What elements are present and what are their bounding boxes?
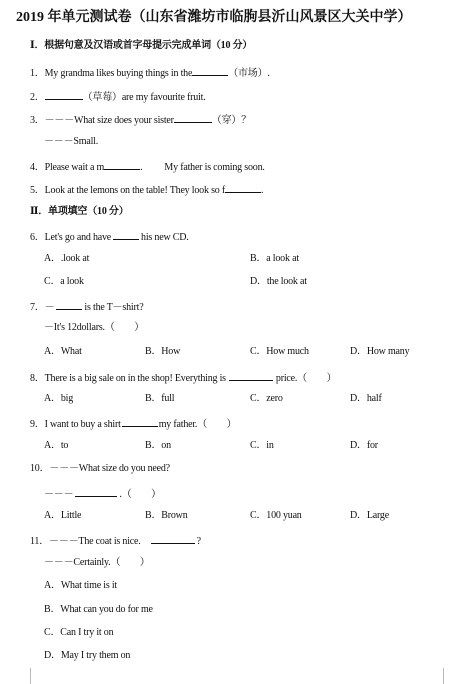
question-text: Look at the lemons on the table! They look so f	[44, 185, 225, 196]
question-number: 8．	[30, 373, 45, 384]
answer-blank[interactable]	[113, 229, 139, 240]
corner-mark-left	[14, 668, 31, 684]
option-c[interactable]: C．in	[250, 440, 274, 451]
question-text-extra: My father is coming soon.	[164, 162, 265, 173]
question-5	[30, 182, 263, 197]
question-number: 11．	[30, 536, 50, 547]
section-1-heading: Ⅰ．根据句意及汉语或首字母提示完成单词（10 分）	[30, 40, 253, 51]
option-b[interactable]: B．What can you do for me	[44, 604, 153, 615]
option-c[interactable]: C．100 yuan	[250, 510, 302, 521]
answer-blank[interactable]	[122, 416, 158, 427]
option-a[interactable]: A．to	[44, 440, 69, 451]
option-d[interactable]: D．Large	[350, 510, 389, 521]
question-text: －	[44, 302, 55, 313]
option-a[interactable]: A．.look at	[44, 253, 90, 264]
question-number: 7．	[30, 302, 45, 313]
question-11	[30, 533, 201, 548]
question-number: 2．	[30, 92, 45, 103]
question-10-reply	[44, 486, 161, 501]
option-a[interactable]: A．What	[44, 346, 82, 357]
question-hint: （穿）？	[211, 115, 251, 126]
question-text-end: his new CD.	[141, 232, 189, 243]
question-text-end: .	[140, 162, 143, 173]
question-text: My grandma likes buying things in the	[44, 68, 193, 79]
question-text-end: is the T－shirt?	[84, 302, 144, 313]
option-b[interactable]: B．How	[145, 346, 181, 357]
answer-blank[interactable]	[225, 182, 261, 193]
question-1	[30, 65, 270, 80]
answer-blank[interactable]	[151, 533, 195, 544]
question-7-reply: －It's 12dollars.（ ）	[44, 322, 145, 333]
question-2	[30, 89, 206, 104]
question-3	[30, 112, 251, 127]
option-c[interactable]: C．Can I try it on	[44, 627, 114, 638]
question-number: 1．	[30, 68, 45, 79]
answer-blank[interactable]	[75, 486, 117, 497]
question-number: 10．	[30, 463, 50, 474]
answer-blank[interactable]	[104, 159, 140, 170]
option-b[interactable]: B．on	[145, 440, 171, 451]
question-text: Let's go and have	[44, 232, 112, 243]
option-b[interactable]: B．Brown	[145, 510, 188, 521]
option-c[interactable]: C．a look	[44, 276, 84, 287]
question-11-reply: －－－Certainly.（ ）	[44, 557, 150, 568]
answer-blank[interactable]	[229, 370, 273, 381]
option-b[interactable]: B．a look at	[250, 253, 299, 264]
option-b[interactable]: B．full	[145, 393, 175, 404]
question-10	[30, 463, 170, 475]
question-text: Please wait a m	[44, 162, 105, 173]
question-number: 9．	[30, 419, 45, 430]
answer-blank[interactable]	[192, 65, 228, 76]
question-text: are my favourite fruit.	[121, 92, 206, 103]
question-text: －－－The coat is nice.	[49, 536, 141, 547]
option-d[interactable]: D．How many	[350, 346, 410, 357]
section-2-heading: Ⅱ．单项填空（10 分）	[30, 206, 129, 217]
question-text-end: ?	[196, 536, 201, 547]
question-text-end: price.（ ）	[275, 373, 337, 384]
option-d[interactable]: D．half	[350, 393, 382, 404]
answer-blank[interactable]	[45, 89, 83, 100]
option-c[interactable]: C．How much	[250, 346, 309, 357]
question-text: There is a big sale on in the shop! Everything is	[44, 373, 226, 384]
question-number: 3．	[30, 115, 45, 126]
option-a[interactable]: A．big	[44, 393, 73, 404]
option-d[interactable]: D．for	[350, 440, 378, 451]
option-d[interactable]: D．the look at	[250, 276, 307, 287]
question-text: －－－What size does your sister	[44, 115, 174, 126]
question-text: I want to buy a shirt	[44, 419, 121, 430]
answer-blank[interactable]	[174, 112, 212, 123]
question-number: 6．	[30, 232, 45, 243]
option-c[interactable]: C．zero	[250, 393, 283, 404]
corner-mark-right	[443, 668, 460, 684]
question-hint: （草莓）	[82, 92, 122, 103]
question-hint: （市场）.	[228, 68, 270, 79]
question-7	[30, 299, 143, 314]
option-a[interactable]: A．Little	[44, 510, 82, 521]
question-3-reply: －－－Small.	[44, 136, 99, 147]
option-d[interactable]: D．May I try them on	[44, 650, 131, 661]
reply-end: .（ ）	[119, 489, 161, 500]
question-text-end: my father.（ ）	[158, 419, 237, 430]
question-number: 5．	[30, 185, 45, 196]
question-text: －－－What size do you need?	[49, 463, 170, 474]
option-a[interactable]: A．What time is it	[44, 580, 117, 591]
answer-blank[interactable]	[56, 299, 82, 310]
reply-dashes: －－－	[44, 489, 74, 500]
question-number: 4．	[30, 162, 45, 173]
question-9	[30, 416, 236, 431]
question-4	[30, 159, 265, 174]
question-8	[30, 370, 336, 385]
question-6	[30, 229, 189, 244]
page-title: 2019 年单元测试卷（山东省潍坊市临朐县沂山风景区大关中学）	[16, 10, 412, 25]
question-text-end: .	[261, 185, 264, 196]
